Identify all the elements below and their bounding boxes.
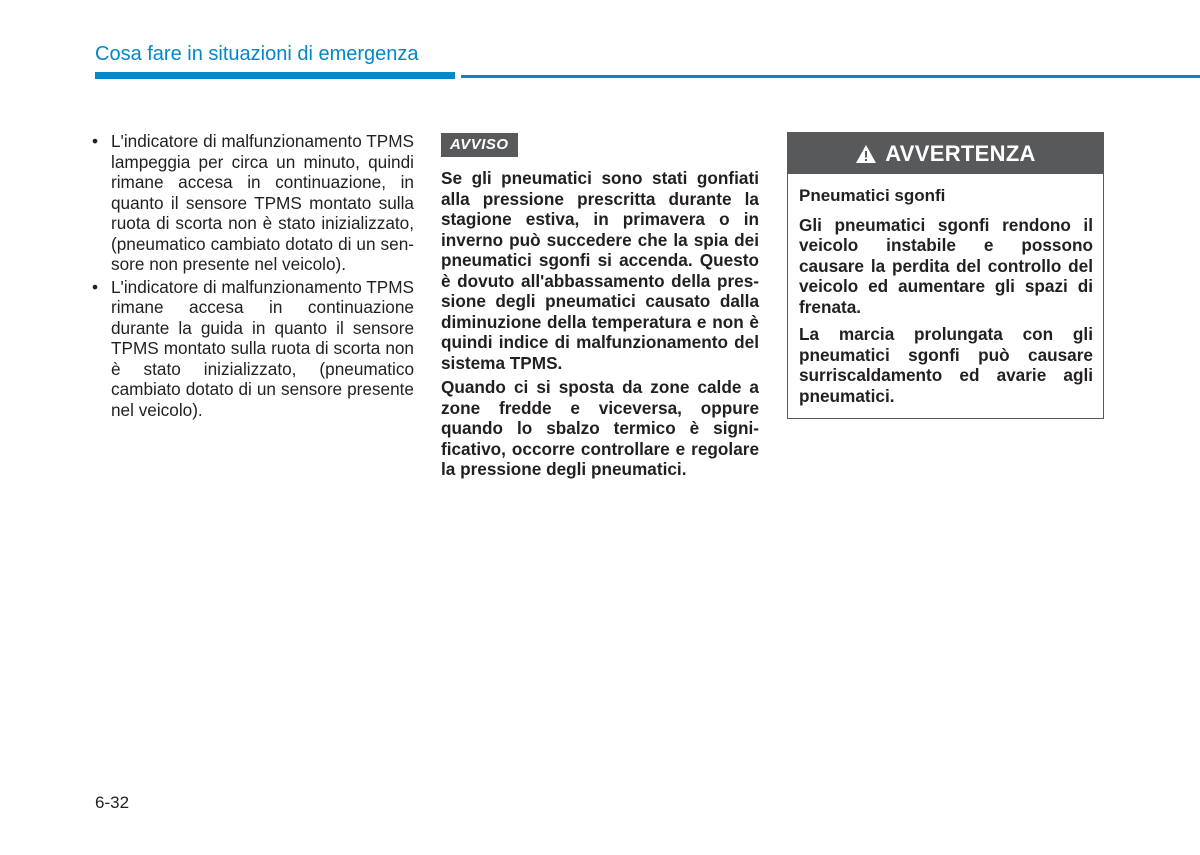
warning-subtitle: Pneumatici sgonfi (799, 186, 946, 205)
bullet-text: L'indicatore di malfunzionamento TPMS rimane accesa in continuazione durante la guida in quanto il sensore TPMS montato sulla ruota di scorta non è stato inizializzato, (pneumatico cambiato dotato di un sensore presente nel veicolo). (111, 276, 414, 420)
notice-column (441, 133, 759, 484)
warning-title: AVVERTENZA (885, 140, 1036, 166)
header-rule-thick (95, 72, 455, 79)
bullet-item (92, 277, 414, 421)
warning-triangle-icon (855, 144, 877, 164)
warning-header (788, 133, 1103, 174)
page-number: 6-32 (95, 793, 130, 812)
bullet-text: L'indicatore di malfunzionamento TPMS lampeggia per circa un minuto, quindi rimane accesa in continuazione, in quanto il sensore TPMS montato sulla ruota di scorta non è stato inizializzato, (pneumatico cambiato dotato di un sensore non presente nel veicolo). (111, 131, 414, 274)
section-title: Cosa fare in situazioni di emergenza (95, 43, 419, 65)
left-column (92, 131, 414, 422)
warning-paragraph: La marcia prolungata con gli pneumatici sgonfi può causare surriscaldamento ed avarie agli pneumatici. (799, 324, 1093, 406)
bullet-list (92, 131, 414, 420)
bullet-symbol: • (92, 131, 99, 151)
notice-label: AVVISO (441, 133, 518, 157)
notice-paragraph: Quando ci si sposta da zone calde a zone fredde e viceversa, oppure quando lo sbalzo termico è significativo, occorre controllare e regolare la pressione degli pneumatici. (441, 377, 759, 479)
header-rule-thin (461, 75, 1200, 78)
bullet-item (92, 131, 414, 275)
warning-box (787, 132, 1104, 419)
bullet-symbol: • (92, 276, 99, 297)
notice-paragraph: Se gli pneumatici sono stati gonfiati alla pressione prescritta durante la stagione estiva, in primavera o in inverno può succedere che la spia dei pneumatici sgonfi si accenda. Questo è dovuto all'abbassamento della pressione degli pneumatici causato dalla diminuzione della temperatura e non è quindi indice di malfunzionamento del sistema TPMS. (441, 168, 759, 373)
warning-paragraph: Gli pneumatici sgonfi rendono il veicolo instabile e possono causare la perdita del controllo del veicolo ed aumentare gli spazi di frenata. (799, 214, 1093, 317)
warning-body (788, 174, 1103, 418)
